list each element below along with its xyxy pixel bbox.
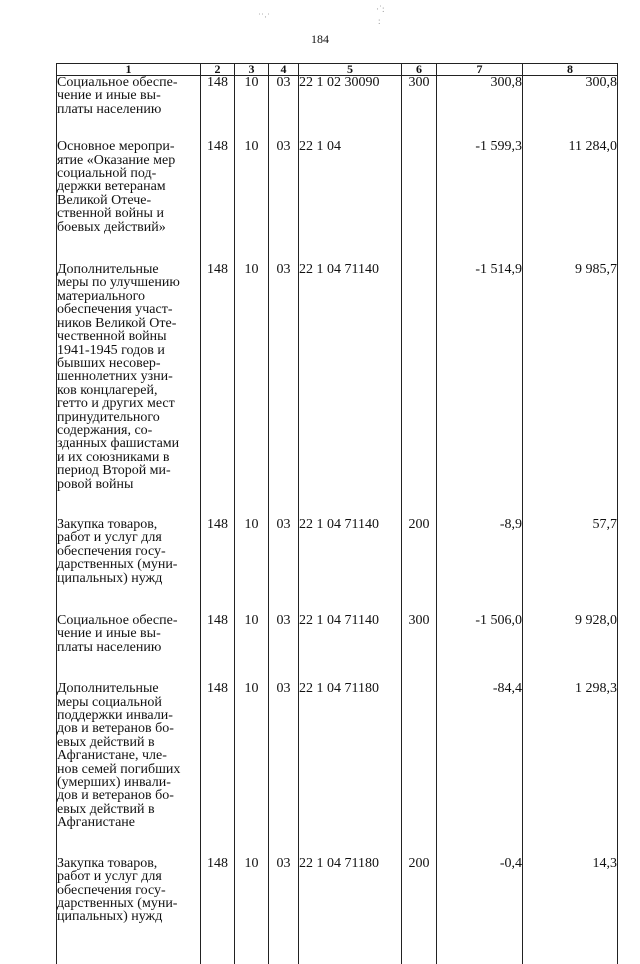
scan-artifact-mark: ˙˙·˙ (258, 12, 270, 22)
col-header-6: 6 (402, 64, 437, 76)
scan-artifact-mark: : (378, 16, 381, 26)
row-total-amount: 300,8 (585, 75, 617, 90)
row-name: Социальное обеспе- чение и иные вы- платы населению (57, 613, 178, 655)
row-code-admin: 148 (207, 681, 228, 697)
row-target-item: 22 1 04 (299, 139, 341, 155)
budget-table (56, 63, 618, 964)
table-body (57, 76, 618, 964)
row-target-item: 22 1 02 30090 (299, 75, 380, 90)
col-header-8: 8 (523, 64, 618, 76)
row-name: Социальное обеспе- чение и иные вы- платы населению (57, 75, 178, 117)
row-total-amount: 57,7 (592, 516, 617, 532)
row-expense-type: 300 (408, 613, 430, 628)
row-expense-type: 300 (408, 75, 430, 90)
row-target-item: 22 1 04 71140 (299, 613, 379, 628)
header-row (57, 64, 618, 76)
page-number: 184 (311, 32, 329, 46)
row-code-admin: 148 (207, 139, 228, 155)
col-header-1: 1 (57, 64, 201, 76)
row-code-admin: 148 (207, 855, 228, 871)
col-header-3: 3 (235, 64, 269, 76)
row-total-amount: 11 284,0 (568, 139, 617, 155)
table-row (57, 614, 618, 682)
row-subsection: 03 (276, 613, 291, 628)
row-total-amount: 9 985,7 (575, 262, 617, 278)
row-code-admin: 148 (207, 516, 228, 532)
row-total-amount: 14,3 (592, 855, 617, 871)
row-code-admin: 148 (207, 75, 228, 90)
table-row (57, 263, 618, 518)
row-change-amount: -8,9 (499, 516, 522, 532)
row-change-amount: -0,4 (499, 855, 522, 871)
row-name: Дополнительные меры по улучшению материального обеспечения участ- ников Великой Оте- чественной войны 1941-1945 годов и бывших несовер- шеннолетних узни- ков концлагерей, гетто и других мест принудительного содержания, со- зданных фашистами и их союзниками в период Второй ми- ровой войны (57, 262, 180, 492)
table-row (57, 518, 618, 614)
row-change-amount: -1 514,9 (475, 262, 522, 278)
row-section: 10 (244, 613, 259, 628)
table-row (57, 140, 618, 263)
col-header-7: 7 (437, 64, 523, 76)
row-expense-type: 200 (408, 516, 430, 532)
row-subsection: 03 (276, 262, 291, 278)
row-target-item: 22 1 04 71180 (299, 855, 379, 871)
row-change-amount: -1 599,3 (475, 139, 522, 155)
row-name: Закупка товаров, работ и услуг для обеспечения госу- дарственных (муни- ципальных) нужд (57, 516, 178, 586)
row-section: 10 (244, 139, 259, 155)
col-header-5: 5 (299, 64, 402, 76)
row-name: Закупка товаров, работ и услуг для обеспечения госу- дарственных (муни- ципальных) нужд (57, 855, 178, 925)
row-subsection: 03 (276, 75, 291, 90)
row-change-amount: -84,4 (492, 681, 522, 697)
row-section: 10 (244, 262, 259, 278)
row-name: Дополнительные меры социальной поддержки инвали- дов и ветеранов бо- евых действий в Афганистане, чле- нов семей погибших (умерших) инвали- дов и ветеранов бо- евых действий в Афганистане (57, 681, 181, 831)
col-header-4: 4 (269, 64, 299, 76)
row-subsection: 03 (276, 681, 291, 697)
row-section: 10 (244, 516, 259, 532)
row-expense-type: 200 (408, 855, 430, 871)
row-section: 10 (244, 855, 259, 871)
row-code-admin: 148 (207, 613, 228, 628)
table-row (57, 76, 618, 141)
scan-artifact-mark: ·˙: (376, 4, 385, 14)
row-name: Основное меропри- ятие «Оказание мер социальной под- держки ветеранам Великой Отече- ственной войны и боевых действий» (57, 139, 176, 235)
row-section: 10 (244, 681, 259, 697)
row-section: 10 (244, 75, 259, 90)
row-change-amount: 300,8 (490, 75, 522, 90)
row-target-item: 22 1 04 71180 (299, 681, 379, 697)
row-subsection: 03 (276, 516, 291, 532)
row-change-amount: -1 506,0 (475, 613, 522, 628)
row-code-admin: 148 (207, 262, 228, 278)
row-subsection: 03 (276, 855, 291, 871)
row-target-item: 22 1 04 71140 (299, 262, 379, 278)
col-header-2: 2 (201, 64, 235, 76)
row-target-item: 22 1 04 71140 (299, 516, 379, 532)
row-total-amount: 1 298,3 (575, 681, 617, 697)
table-row (57, 857, 618, 964)
row-total-amount: 9 928,0 (575, 613, 617, 628)
row-subsection: 03 (276, 139, 291, 155)
table-row (57, 682, 618, 856)
